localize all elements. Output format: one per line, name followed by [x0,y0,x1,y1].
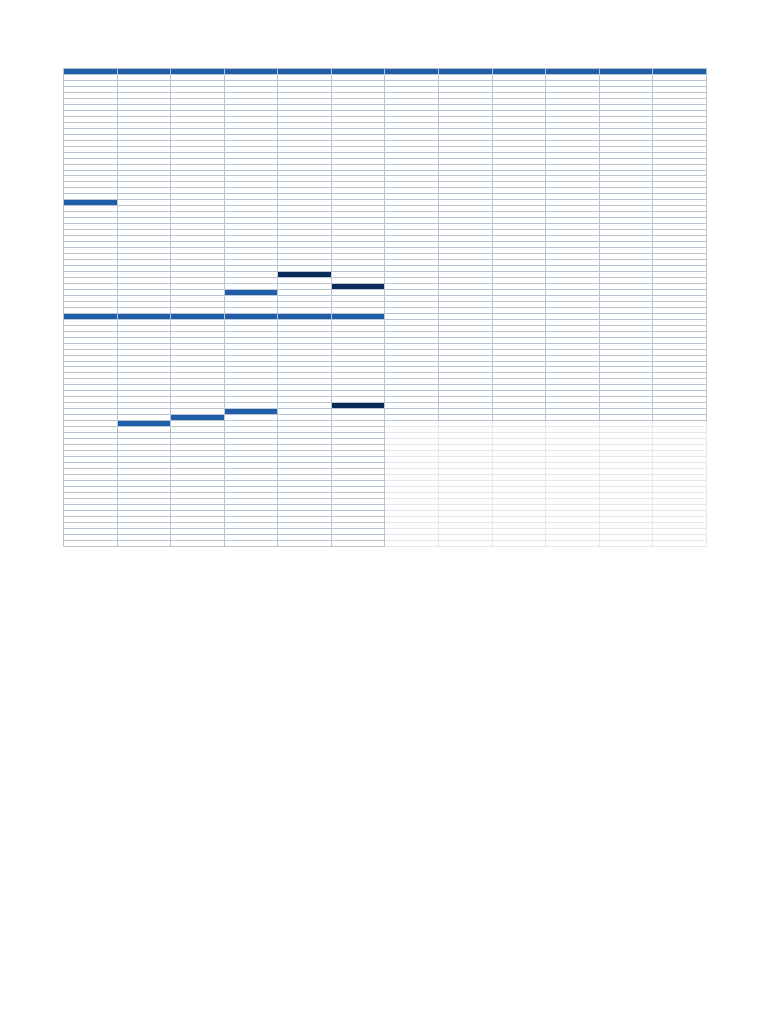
table-cell[interactable] [492,540,546,546]
table-cell[interactable] [385,540,439,546]
table-cell[interactable] [546,540,600,546]
table-cell[interactable] [653,540,707,546]
table-cell[interactable] [64,540,118,546]
table-cell[interactable] [117,540,171,546]
spreadsheet [63,68,706,547]
table-cell[interactable] [278,540,332,546]
table-cell[interactable] [171,540,225,546]
table-cell[interactable] [331,540,385,546]
table-cell[interactable] [439,540,493,546]
data-table [63,68,707,547]
table-body [64,75,707,547]
table-cell[interactable] [599,540,653,546]
table-cell[interactable] [224,540,278,546]
table-row [64,540,707,546]
